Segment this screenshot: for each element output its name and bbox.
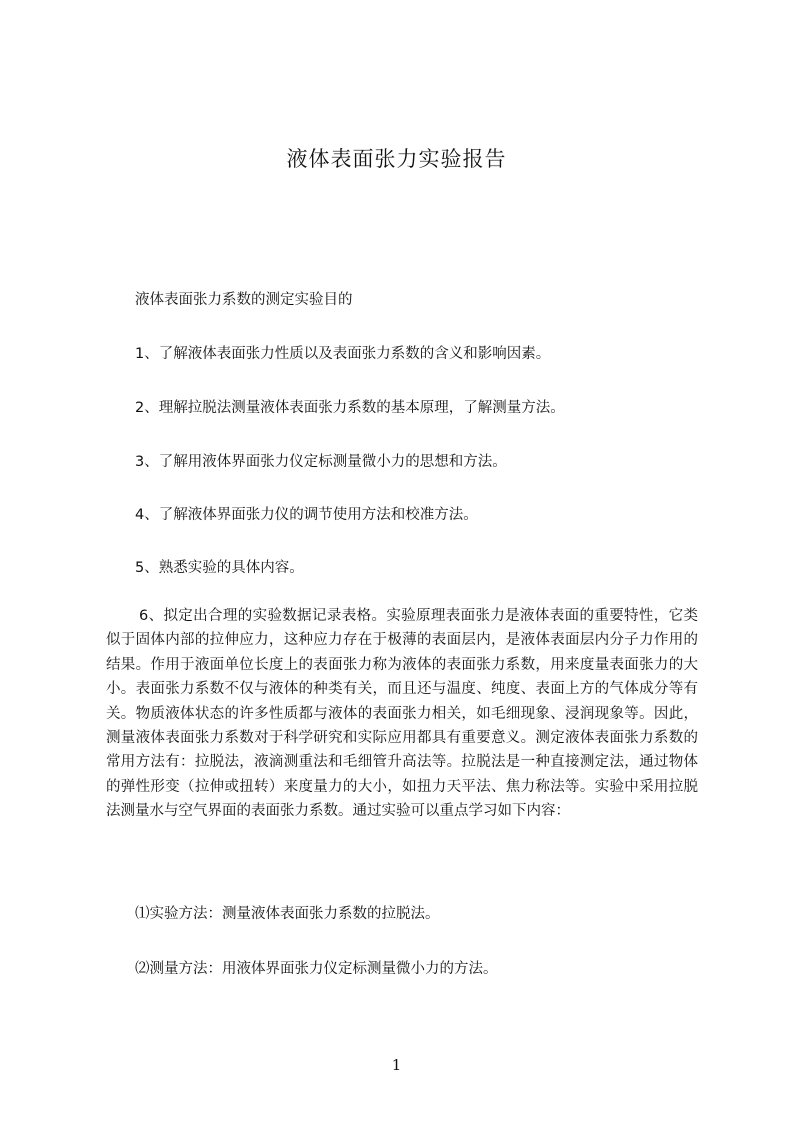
document-title: 液体表面张力实验报告	[286, 147, 507, 171]
objective-item-1: 1、了解液体表面张力性质以及表面张力系数的含义和影响因素。	[135, 346, 551, 362]
section-heading: 液体表面张力系数的测定实验目的	[135, 292, 353, 308]
objective-item-2: 2、理解拉脱法测量液体表面张力系数的基本原理，了解测量方法。	[135, 400, 565, 416]
learning-item-1: ⑴实验方法：测量液体表面张力系数的拉脱法。	[135, 906, 440, 922]
learning-item-2: ⑵测量方法：用液体界面张力仪定标测量微小力的方法。	[135, 961, 498, 977]
objective-item-3: 3、了解用液体界面张力仪定标测量微小力的思想和方法。	[135, 454, 507, 470]
principle-paragraph: 6、拟定出合理的实验数据记录表格。实验原理表面张力是液体表面的重要特性，它类似于固体内部的拉伸应力，这种应力存在于极薄的表面层内，是液体表面层内分子力作用的结果。作用于液面单位长度上的表面张力称为液体的表面张力系数，用来度量表面张力的大小。表面张力系数不仅与液体的种类有关，而且还与温度、纯度、表面上方的气体成分等有关。物质液体状态的许多性质都与液体的表面张力相关，如毛细现象、浸润现象等。因此，测量液体表面张力系数对于科学研究和实际应用都具有重要意义。测定液体表面张力系数的常用方法有：拉脱法，液滴测重法和毛细管升高法等。拉脱法是一种直接测定法，通过物体的弹性形变（拉伸或扭转）来度量力的大小，如扭力天平法、焦力称法等。实验中采用拉脱法测量水与空气界面的表面张力系数。通过实验可以重点学习如下内容：	[106, 608, 698, 820]
page-number: 1	[391, 1056, 402, 1074]
objective-item-5: 5、熟悉实验的具体内容。	[135, 560, 304, 576]
objective-item-4: 4、了解液体界面张力仪的调节使用方法和校准方法。	[135, 507, 478, 523]
